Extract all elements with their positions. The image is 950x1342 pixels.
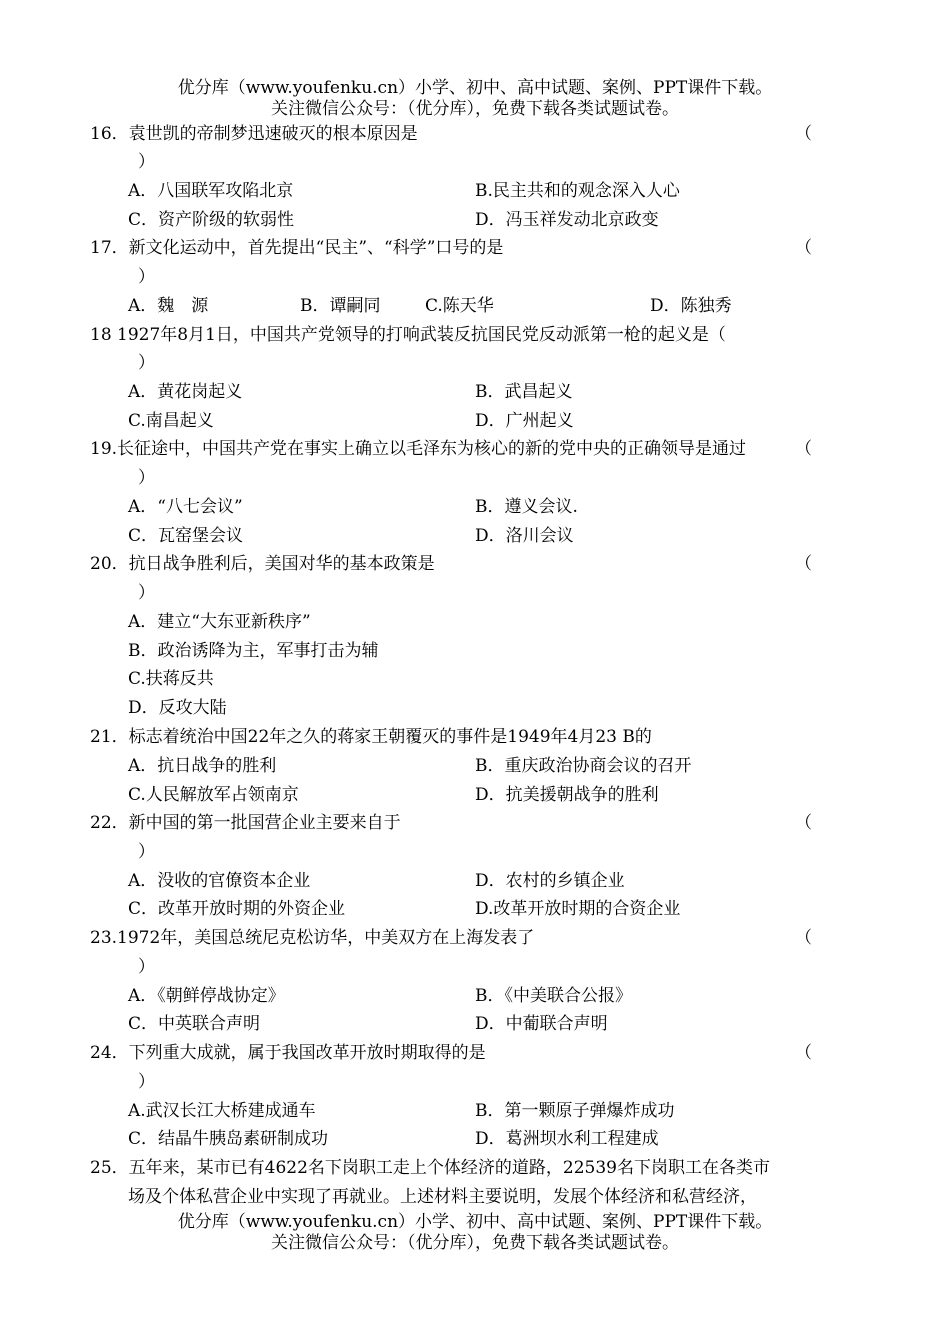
question-24-stem: 24．下列重大成就，属于我国改革开放时期取得的是 xyxy=(90,1043,486,1063)
answer-paren-open: （ xyxy=(795,1043,812,1063)
option-a: A．八国联军攻陷北京 xyxy=(128,181,294,201)
option-c: C．结晶牛胰岛素研制成功 xyxy=(128,1129,329,1149)
answer-paren-close: ） xyxy=(138,468,155,488)
option-b: B．重庆政治协商会议的召开 xyxy=(475,756,692,776)
answer-paren-close: ） xyxy=(138,152,155,172)
option-a: A．建立“大东亚新秩序” xyxy=(128,612,311,632)
question-17-stem: 17．新文化运动中，首先提出“民主”、“科学”口号的是 xyxy=(90,238,504,258)
answer-paren-close: ） xyxy=(138,842,155,862)
question-18-stem: 18 1927年8月1日，中国共产党领导的打响武装反抗国民党反动派第一枪的起义是（ xyxy=(90,325,726,345)
header-line-2: 关注微信公众号：（优分库），免费下载各类试题试卷。 xyxy=(271,99,679,119)
question-23-stem: 23.1972年，美国总统尼克松访华，中美双方在上海发表了 xyxy=(90,928,535,948)
option-d: D．洛川会议 xyxy=(475,526,574,546)
answer-paren-open: （ xyxy=(795,554,812,574)
option-a: A．“八七会议” xyxy=(128,497,243,517)
answer-paren-open: （ xyxy=(795,124,812,144)
answer-paren-open: （ xyxy=(795,928,812,948)
question-19-stem: 19.长征途中，中国共产党在事实上确立以毛泽东为核心的新的党中央的正确领导是通过 xyxy=(90,439,747,459)
option-c: C.南昌起义 xyxy=(128,411,214,431)
option-c: C.陈天华 xyxy=(425,296,494,316)
option-b: B．武昌起义 xyxy=(475,382,573,402)
option-a: A．《朝鲜停战协定》 xyxy=(128,986,285,1006)
question-25-continuation: 场及个体私营企业中实现了再就业。上述材料主要说明，发展个体经济和私营经济， xyxy=(128,1187,757,1207)
answer-paren-open: （ xyxy=(795,813,812,833)
answer-paren-close: ） xyxy=(138,353,155,373)
option-b: B．《中美联合公报》 xyxy=(475,986,632,1006)
option-c: C．资产阶级的软弱性 xyxy=(128,210,295,230)
question-25-stem: 25．五年来，某市已有4622名下岗职工走上个体经济的道路，22539名下岗职工在各类市 xyxy=(90,1158,770,1178)
option-b: B．谭嗣同 xyxy=(300,296,381,316)
option-b: B．遵义会议. xyxy=(475,497,578,517)
option-c: C．中英联合声明 xyxy=(128,1014,261,1034)
option-d: D．中葡联合声明 xyxy=(475,1014,608,1034)
question-20-stem: 20．抗日战争胜利后，美国对华的基本政策是 xyxy=(90,554,435,574)
answer-paren-open: （ xyxy=(795,439,812,459)
option-d: D．葛洲坝水利工程建成 xyxy=(475,1129,659,1149)
option-a: A.武汉长江大桥建成通车 xyxy=(128,1101,316,1121)
option-d: D．陈独秀 xyxy=(650,296,732,316)
option-a: A．黄花岗起义 xyxy=(128,382,243,402)
option-b: B.民主共和的观念深入人心 xyxy=(475,181,680,201)
option-a: A．抗日战争的胜利 xyxy=(128,756,277,776)
footer-line-2: 关注微信公众号：（优分库），免费下载各类试题试卷。 xyxy=(271,1233,679,1253)
question-16-stem: 16．袁世凯的帝制梦迅速破灭的根本原因是 xyxy=(90,124,418,144)
option-d: D．冯玉祥发动北京政变 xyxy=(475,210,659,230)
option-d: D．抗美援朝战争的胜利 xyxy=(475,785,659,805)
question-22-stem: 22．新中国的第一批国营企业主要来自于 xyxy=(90,813,401,833)
answer-paren-close: ） xyxy=(138,267,155,287)
option-d: D．广州起义 xyxy=(475,411,574,431)
option-c: C.扶蒋反共 xyxy=(128,669,214,689)
option-c: C．改革开放时期的外资企业 xyxy=(128,899,346,919)
option-d: D．反攻大陆 xyxy=(128,698,227,718)
option-c: C.人民解放军占领南京 xyxy=(128,785,299,805)
option-a: A．魏 源 xyxy=(128,296,209,316)
option-a: A．没收的官僚资本企业 xyxy=(128,871,311,891)
option-d: D.改革开放时期的合资企业 xyxy=(475,899,681,919)
option-b: B．政治诱降为主，军事打击为辅 xyxy=(128,641,379,661)
header-line-1: 优分库（www.youfenku.cn）小学、初中、高中试题、案例、PPT课件下载。 xyxy=(177,78,773,98)
option-b: D．农村的乡镇企业 xyxy=(475,871,625,891)
answer-paren-close: ） xyxy=(138,957,155,977)
answer-paren-open: （ xyxy=(795,238,812,258)
question-21-stem: 21．标志着统治中国22年之久的蒋家王朝覆灭的事件是1949年4月23 B的 xyxy=(90,727,652,747)
footer-line-1: 优分库（www.youfenku.cn）小学、初中、高中试题、案例、PPT课件下载。 xyxy=(177,1212,773,1232)
option-b: B．第一颗原子弹爆炸成功 xyxy=(475,1101,675,1121)
option-c: C．瓦窑堡会议 xyxy=(128,526,244,546)
answer-paren-close: ） xyxy=(138,583,155,603)
answer-paren-close: ） xyxy=(138,1072,155,1092)
